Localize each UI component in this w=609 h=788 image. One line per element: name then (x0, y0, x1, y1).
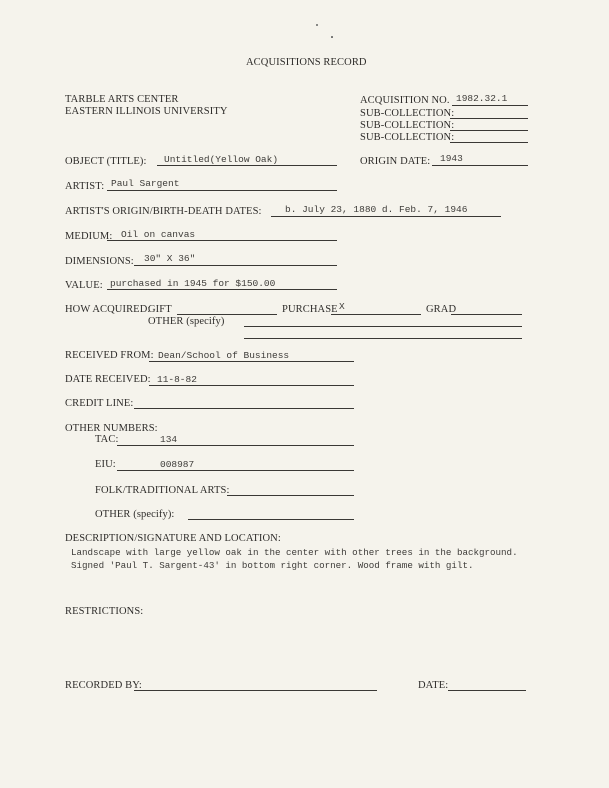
value-label: VALUE: (65, 280, 103, 291)
artist-dates-label: ARTIST'S ORIGIN/BIRTH-DEATH DATES: (65, 206, 262, 217)
sub-collection-label-3: SUB-COLLECTION: (360, 132, 455, 143)
other-specify-line-2 (244, 338, 522, 339)
origin-date-value: 1943 (440, 153, 463, 164)
form-title: ACQUISITIONS RECORD (246, 57, 367, 68)
institution-name: TARBLE ARTS CENTER (65, 94, 179, 105)
credit-line-line (134, 408, 354, 409)
description-line-1: Landscape with large yellow oak in the center with other trees in the background. (71, 547, 518, 558)
sub-collection-label-2: SUB-COLLECTION: (360, 120, 455, 131)
sub-collection-line-1 (450, 118, 528, 119)
recorded-by-line (134, 690, 377, 691)
received-from-line (149, 361, 354, 362)
other-specify-label: OTHER (specify) (148, 316, 225, 327)
other-numbers-label: OTHER NUMBERS: (65, 423, 158, 434)
medium-line (107, 240, 337, 241)
sub-collection-label-1: SUB-COLLECTION: (360, 108, 455, 119)
value-value: purchased in 1945 for $150.00 (110, 278, 276, 289)
value-line (107, 289, 337, 290)
artist-dates-value: b. July 23, 1880 d. Feb. 7, 1946 (285, 204, 468, 215)
tac-label: TAC: (95, 434, 119, 445)
gift-line (177, 314, 277, 315)
acquisition-no-line (452, 105, 528, 106)
restrictions-label: RESTRICTIONS: (65, 606, 144, 617)
date-received-label: DATE RECEIVED: (65, 374, 151, 385)
university-name: EASTERN ILLINOIS UNIVERSITY (65, 106, 228, 117)
sub-collection-line-2 (450, 130, 528, 131)
date-line (448, 690, 526, 691)
artist-value: Paul Sargent (111, 178, 180, 189)
object-title-label: OBJECT (TITLE): (65, 156, 147, 167)
other-specify-line-1 (244, 326, 522, 327)
purchase-label: PURCHASE (282, 304, 338, 315)
medium-label: MEDIUM: (65, 231, 113, 242)
credit-line-label: CREDIT LINE: (65, 398, 134, 409)
purchase-mark: X (339, 301, 345, 312)
date-label: DATE: (418, 680, 449, 691)
purchase-line (331, 314, 421, 315)
medium-value: Oil on canvas (121, 229, 196, 240)
folk-traditional-line (227, 495, 354, 496)
eiu-line (117, 470, 354, 471)
other-numbers-specify-label: OTHER (specify): (95, 509, 175, 520)
date-received-line (149, 385, 354, 386)
object-title-value: Untitled(Yellow Oak) (164, 154, 279, 165)
grad-label: GRAD (426, 304, 457, 315)
artist-label: ARTIST: (65, 181, 105, 192)
dimensions-label: DIMENSIONS: (65, 256, 134, 267)
how-acquired-label: HOW ACQUIRED: (65, 304, 151, 315)
object-title-line (157, 165, 337, 166)
received-from-label: RECEIVED FROM: (65, 350, 154, 361)
description-line-2: Signed 'Paul T. Sargent-43' in bottom right corner. Wood frame with gilt. (71, 560, 474, 571)
sub-collection-line-3 (450, 142, 528, 143)
tac-line (117, 445, 354, 446)
date-received-value: 11-8-82 (157, 374, 197, 385)
dimensions-value: 30" X 36" (144, 253, 196, 264)
other-numbers-specify-line (188, 519, 354, 520)
received-from-value: Dean/School of Business (158, 350, 290, 361)
dimensions-line (134, 265, 337, 266)
grad-line (451, 314, 522, 315)
artist-dates-line (271, 216, 501, 217)
recorded-by-label: RECORDED BY: (65, 680, 142, 691)
acquisition-no-value: 1982.32.1 (456, 93, 508, 104)
acquisition-no-label: ACQUISITION NO. (360, 95, 450, 106)
eiu-value: 008987 (160, 459, 195, 470)
tac-value: 134 (160, 434, 178, 445)
folk-traditional-label: FOLK/TRADITIONAL ARTS: (95, 485, 230, 496)
paper-speck (316, 24, 318, 26)
origin-date-line (432, 165, 528, 166)
gift-label: GIFT (148, 304, 172, 315)
eiu-label: EIU: (95, 459, 116, 470)
origin-date-label: ORIGIN DATE: (360, 156, 431, 167)
artist-line (107, 190, 337, 191)
paper-speck (331, 36, 333, 38)
description-label: DESCRIPTION/SIGNATURE AND LOCATION: (65, 533, 281, 544)
